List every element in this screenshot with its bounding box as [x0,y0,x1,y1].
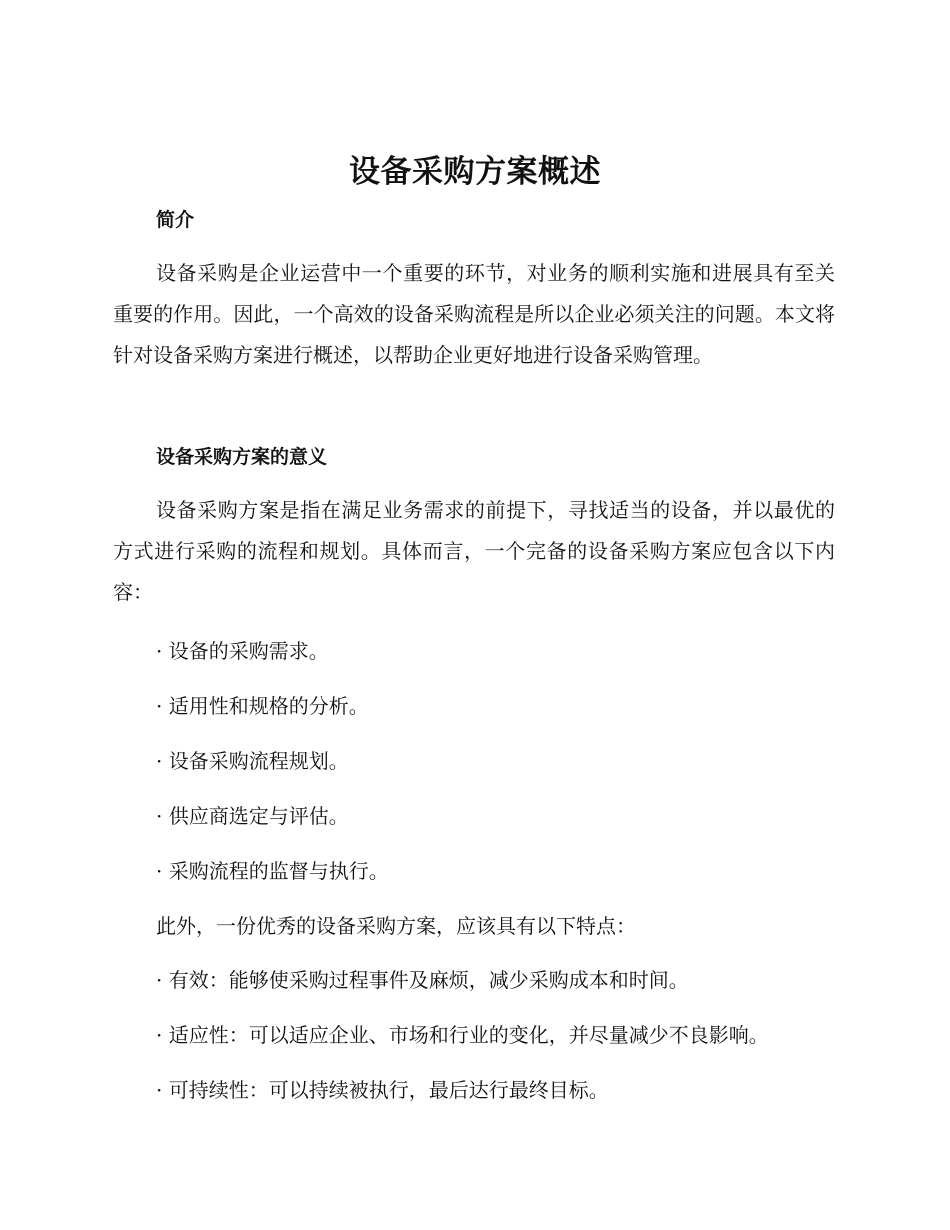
section-heading-significance: 设备采购方案的意义 [156,446,328,468]
list-item: · 适应性：可以适应企业、市场和行业的变化，并尽量减少不良影响。 [156,1023,769,1047]
intro-paragraph: 设备采购是企业运营中一个重要的环节，对业务的顺利实施和进展具有至关重要的作用。因此，一个高效的设备采购流程是所以企业必须关注的问题。本文将针对设备采购方案进行概述，以帮助企业更好地进行设备采购管理。 [113,261,835,367]
significance-paragraph: 设备采购方案是指在满足业务需求的前提下，寻找适当的设备，并以最优的方式进行采购的流程和规划。具体而言，一个完备的设备采购方案应包含以下内容： [113,498,835,604]
list-item: · 设备采购流程规划。 [156,749,349,773]
list-item: · 设备的采购需求。 [156,639,329,663]
features-intro: 此外，一份优秀的设备采购方案，应该具有以下特点： [156,914,636,938]
list-item: · 有效：能够使采购过程事件及麻烦，减少采购成本和时间。 [156,968,689,992]
list-item: · 可持续性：可以持续被执行，最后达行最终目标。 [156,1078,609,1102]
section-heading-intro: 简介 [156,209,195,231]
document-title: 设备采购方案概述 [349,154,601,190]
list-item: · 供应商选定与评估。 [156,804,349,828]
list-item: · 适用性和规格的分析。 [156,694,369,718]
list-item: · 采购流程的监督与执行。 [156,859,389,883]
